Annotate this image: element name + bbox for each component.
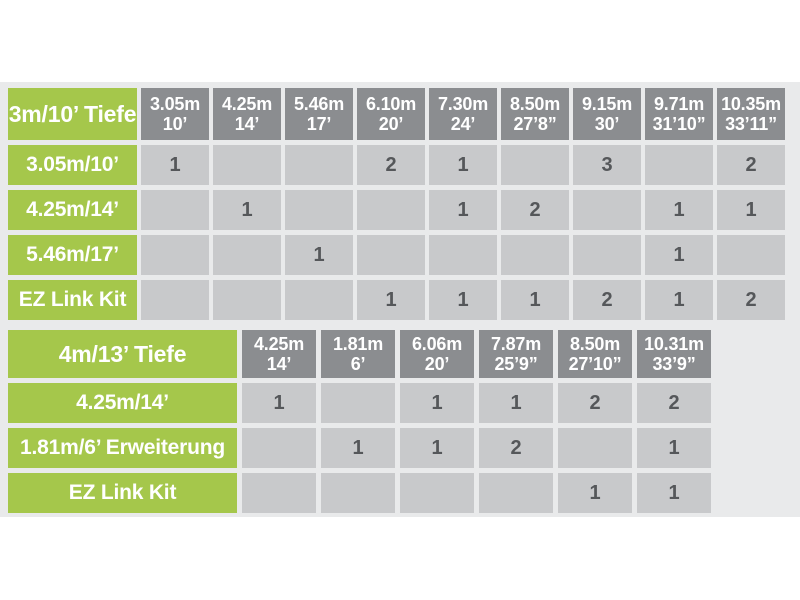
column-header-line2: 27’8”: [513, 114, 557, 134]
empty-cell: [573, 235, 641, 275]
data-cell: 2: [573, 280, 641, 320]
column-header-line1: 4.25m: [221, 93, 273, 114]
data-cell: 1: [429, 145, 497, 185]
empty-cell: [573, 190, 641, 230]
column-header-line1: 6.10m: [365, 93, 417, 114]
column-header-line1: 7.87m: [490, 333, 542, 354]
empty-cell: [400, 473, 474, 513]
empty-cell: [242, 473, 316, 513]
data-cell: 1: [429, 190, 497, 230]
empty-cell: [321, 473, 395, 513]
column-header-line2: 24’: [450, 114, 476, 134]
config-table-3m-tiefe: [8, 88, 785, 320]
data-cell: 1: [429, 280, 497, 320]
column-header-line1: 4.25m: [253, 333, 305, 354]
column-header: [501, 88, 569, 140]
empty-cell: [501, 235, 569, 275]
empty-cell: [141, 235, 209, 275]
column-header-line1: 7.30m: [437, 93, 489, 114]
column-header-line2: 27’10”: [568, 354, 622, 374]
row-label: EZ Link Kit: [8, 473, 237, 513]
data-cell: 1: [645, 190, 713, 230]
empty-cell: [645, 145, 713, 185]
column-header-line2: 30’: [594, 114, 620, 134]
empty-cell: [242, 428, 316, 468]
data-cell: 1: [400, 428, 474, 468]
data-cell: 2: [558, 383, 632, 423]
data-cell: 1: [213, 190, 281, 230]
empty-cell: [501, 145, 569, 185]
column-header-line1: 1.81m: [332, 333, 384, 354]
column-header-line1: 8.50m: [569, 333, 621, 354]
column-header-line2: 6’: [350, 354, 366, 374]
data-cell: 2: [717, 280, 785, 320]
empty-cell: [357, 190, 425, 230]
config-table-4m-tiefe: [8, 330, 711, 513]
column-header-line2: 14’: [234, 114, 260, 134]
empty-cell: [429, 235, 497, 275]
column-header-line1: 3.05m: [149, 93, 201, 114]
column-header: [213, 88, 281, 140]
empty-cell: [558, 428, 632, 468]
empty-cell: [141, 190, 209, 230]
empty-cell: [321, 383, 395, 423]
column-header: [479, 330, 553, 378]
data-cell: 1: [645, 235, 713, 275]
row-label: 5.46m/17’: [8, 235, 137, 275]
column-header-line2: 31’10”: [652, 114, 706, 134]
data-cell: 1: [285, 235, 353, 275]
data-cell: 2: [717, 145, 785, 185]
row-label: 1.81m/6’ Erweiterung: [8, 428, 237, 468]
column-header-line2: 33’11”: [725, 114, 777, 134]
data-cell: 1: [645, 280, 713, 320]
background-panel: [0, 82, 800, 517]
table-title: 4m/13’ Tiefe: [8, 330, 237, 378]
data-cell: 1: [637, 473, 711, 513]
data-cell: 1: [558, 473, 632, 513]
row-label: 3.05m/10’: [8, 145, 137, 185]
empty-cell: [213, 280, 281, 320]
data-cell: 1: [637, 428, 711, 468]
column-header-line2: 17’: [306, 114, 332, 134]
empty-cell: [285, 280, 353, 320]
data-cell: 3: [573, 145, 641, 185]
data-cell: 1: [501, 280, 569, 320]
column-header-line1: 6.06m: [411, 333, 463, 354]
column-header-line1: 10.35m: [721, 93, 781, 114]
column-header-line1: 9.15m: [581, 93, 633, 114]
column-header: [637, 330, 711, 378]
column-header: [429, 88, 497, 140]
column-header-line1: 8.50m: [509, 93, 561, 114]
column-header: [717, 88, 785, 140]
data-cell: 2: [357, 145, 425, 185]
empty-cell: [141, 280, 209, 320]
row-label: EZ Link Kit: [8, 280, 137, 320]
column-header: [141, 88, 209, 140]
empty-cell: [717, 235, 785, 275]
column-header-line2: 33’9”: [652, 354, 696, 374]
row-label: 4.25m/14’: [8, 190, 137, 230]
data-cell: 1: [717, 190, 785, 230]
column-header: [242, 330, 316, 378]
data-cell: 2: [479, 428, 553, 468]
column-header-line1: 9.71m: [653, 93, 705, 114]
column-header: [558, 330, 632, 378]
column-header-line1: 5.46m: [293, 93, 345, 114]
data-cell: 1: [242, 383, 316, 423]
column-header: [357, 88, 425, 140]
data-cell: 2: [637, 383, 711, 423]
column-header-line2: 14’: [266, 354, 292, 374]
table-title: 3m/10’ Tiefe: [8, 88, 137, 140]
empty-cell: [479, 473, 553, 513]
column-header-line2: 20’: [378, 114, 404, 134]
data-cell: 2: [501, 190, 569, 230]
data-cell: 1: [400, 383, 474, 423]
column-header-line1: 10.31m: [644, 333, 704, 354]
empty-cell: [213, 235, 281, 275]
data-cell: 1: [321, 428, 395, 468]
column-header-line2: 20’: [424, 354, 450, 374]
column-header-line2: 25’9”: [494, 354, 538, 374]
empty-cell: [357, 235, 425, 275]
column-header: [285, 88, 353, 140]
empty-cell: [285, 145, 353, 185]
column-header: [573, 88, 641, 140]
column-header: [645, 88, 713, 140]
data-cell: 1: [357, 280, 425, 320]
column-header: [321, 330, 395, 378]
data-cell: 1: [141, 145, 209, 185]
empty-cell: [213, 145, 281, 185]
column-header: [400, 330, 474, 378]
column-header-line2: 10’: [162, 114, 188, 134]
row-label: 4.25m/14’: [8, 383, 237, 423]
data-cell: 1: [479, 383, 553, 423]
empty-cell: [285, 190, 353, 230]
